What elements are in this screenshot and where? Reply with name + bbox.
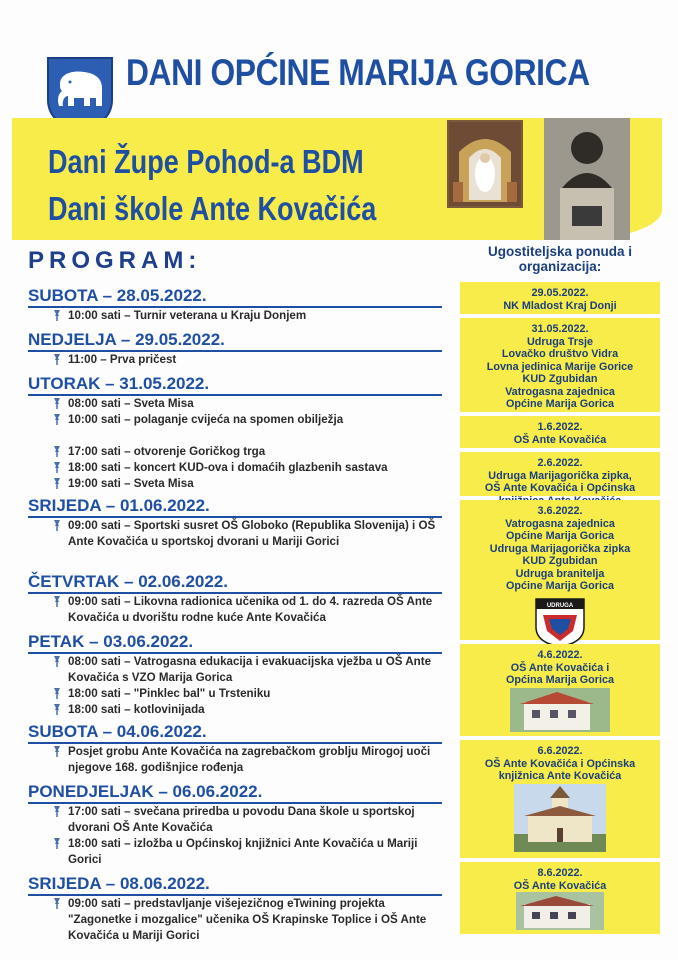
pin-bullet-icon: [51, 745, 63, 757]
organizer-box: 29.05.2022. NK Mladost Kraj Donji: [460, 282, 660, 314]
monument-bust-photo: [544, 118, 630, 240]
pin-bullet-icon: [51, 805, 63, 817]
schedule-event: 18:00 sati – izložba u Općinskoj knjižnici Ante Kovačića u Mariji Gorici: [28, 836, 448, 868]
day-title: SRIJEDA – 01.06.2022.: [28, 496, 442, 518]
schedule-event: 09:00 sati – Likovna radionica učenika od 1. do 4. razreda OŠ Ante Kovačića u dvorištu rodne kuće Ante Kovačića: [28, 594, 448, 626]
schedule-day: [28, 722, 448, 776]
svg-text:UDRUGA: UDRUGA: [546, 602, 574, 609]
pin-bullet-icon: [51, 445, 63, 457]
schedule-event: 17:00 sati – svečana priredba u povodu Dana škole u sportskoj dvorani OŠ Ante Kovačića: [28, 804, 448, 836]
schedule-day: [28, 330, 448, 368]
schedule-event: 18:00 sati – "Pinklec bal" u Trsteniku: [28, 686, 448, 702]
pin-bullet-icon: [51, 309, 63, 321]
pin-bullet-icon: [51, 595, 63, 607]
schedule-day: [28, 496, 448, 550]
organizers-sidebar: [458, 240, 662, 930]
schedule-event: 11:00 – Prva pričest: [28, 352, 448, 368]
schedule-day: [28, 572, 448, 626]
pin-bullet-icon: [51, 477, 63, 489]
schedule-day: [28, 632, 448, 718]
schedule-event: 09:00 sati – predstavljanje višejezičnog eTwining projekta "Zagonetke i mozgalice" učenika OŠ Krapinske Toplice i OŠ Ante Kovačića u Mariji Gorici: [28, 896, 448, 944]
schedule-event: 10:00 sati – Turnir veterana u Kraju Donjem: [28, 308, 448, 324]
program-heading: PROGRAM:: [28, 247, 202, 274]
schedule-event: 10:00 sati – polaganje cvijeća na spomen obilježja: [28, 412, 448, 428]
page-title: DANI OPĆINE MARIJA GORICA: [126, 52, 590, 93]
organizer-box: 3.6.2022. Vatrogasna zajednica Općine Marija Gorica Udruga Marijagorička zipka KUD Zgubidan Udruga branitelja Općine Marija Gorica UDRUGA: [460, 500, 660, 640]
organizer-box: 31.05.2022. Udruga Trsje Lovačko društvo Vidra Lovna jedinica Marije Gorice KUD Zgubidan Vatrogasna zajednica Općine Marija Gorica: [460, 318, 660, 412]
schedule-day: [28, 374, 448, 492]
day-title: PETAK – 03.06.2022.: [28, 632, 442, 654]
schedule-event: 08:00 sati – Vatrogasna edukacija i evakuacijska vježba u OŠ Ante Kovačića s VZO Marija Gorica: [28, 654, 448, 686]
veterans-association-badge-icon: [533, 597, 587, 647]
organizer-box: 1.6.2022. OŠ Ante Kovačića: [460, 416, 660, 448]
schedule-day: [28, 874, 448, 944]
schedule-day: [28, 782, 448, 868]
day-title: SUBOTA – 04.06.2022.: [28, 722, 442, 744]
pin-bullet-icon: [51, 837, 63, 849]
schedule-event: 08:00 sati – Sveta Misa: [28, 396, 448, 412]
schedule-event: 18:00 sati – koncert KUD-ova i domaćih glazbenih sastava: [28, 460, 448, 476]
schedule-event: 18:00 sati – kotlovinijada: [28, 702, 448, 718]
day-title: SUBOTA – 28.05.2022.: [28, 286, 442, 308]
subtitle-school: Dani škole Ante Kovačića: [48, 190, 377, 227]
pin-bullet-icon: [51, 413, 63, 425]
organizer-box: 2.6.2022. Udruga Marijagorička zipka, OŠ Ante Kovačića i Općinska: [460, 452, 660, 496]
day-title: PONEDJELJAK – 06.06.2022.: [28, 782, 442, 804]
church-altar-photo: [447, 120, 523, 208]
pin-bullet-icon: [51, 897, 63, 909]
schedule-event: 09:00 sati – Sportski susret OŠ Globoko (Republika Slovenija) i OŠ Ante Kovačića u sportskoj dvorani u Mariji Gorici: [28, 518, 448, 550]
day-title: ČETVRTAK – 02.06.2022.: [28, 572, 442, 594]
pin-bullet-icon: [51, 461, 63, 473]
subtitle-parish: Dani Župe Pohod-a BDM: [48, 143, 364, 180]
birth-house-photo: [510, 688, 610, 732]
pin-bullet-icon: [51, 687, 63, 699]
school-photo: [516, 892, 604, 930]
pin-bullet-icon: [51, 519, 63, 531]
organizer-box: 6.6.2022. OŠ Ante Kovačića i Općinska knjižnica Ante Kovačića: [460, 740, 660, 858]
day-title: UTORAK – 31.05.2022.: [28, 374, 442, 396]
sidebar-heading: Ugostiteljska ponuda i organizacija:: [487, 244, 633, 274]
schedule-event: 17:00 sati – otvorenje Goričkog trga: [28, 444, 448, 460]
pin-bullet-icon: [51, 397, 63, 409]
schedule-event: 19:00 sati – Sveta Misa: [28, 476, 448, 492]
pin-bullet-icon: [51, 703, 63, 715]
organizer-box: 8.6.2022. OŠ Ante Kovačića: [460, 862, 660, 934]
day-title: SRIJEDA – 08.06.2022.: [28, 874, 442, 896]
day-title: NEDJELJA – 29.05.2022.: [28, 330, 442, 352]
organizer-box: 4.6.2022. OŠ Ante Kovačića i Općina Marija Gorica: [460, 644, 660, 736]
schedule-day: [28, 286, 448, 324]
church-photo: [514, 784, 606, 852]
pin-bullet-icon: [51, 353, 63, 365]
pin-bullet-icon: [51, 655, 63, 667]
schedule-event: Posjet grobu Ante Kovačića na zagrebačkom groblju Mirogoj uoči njegove 168. godišnjice rođenja: [28, 744, 448, 776]
